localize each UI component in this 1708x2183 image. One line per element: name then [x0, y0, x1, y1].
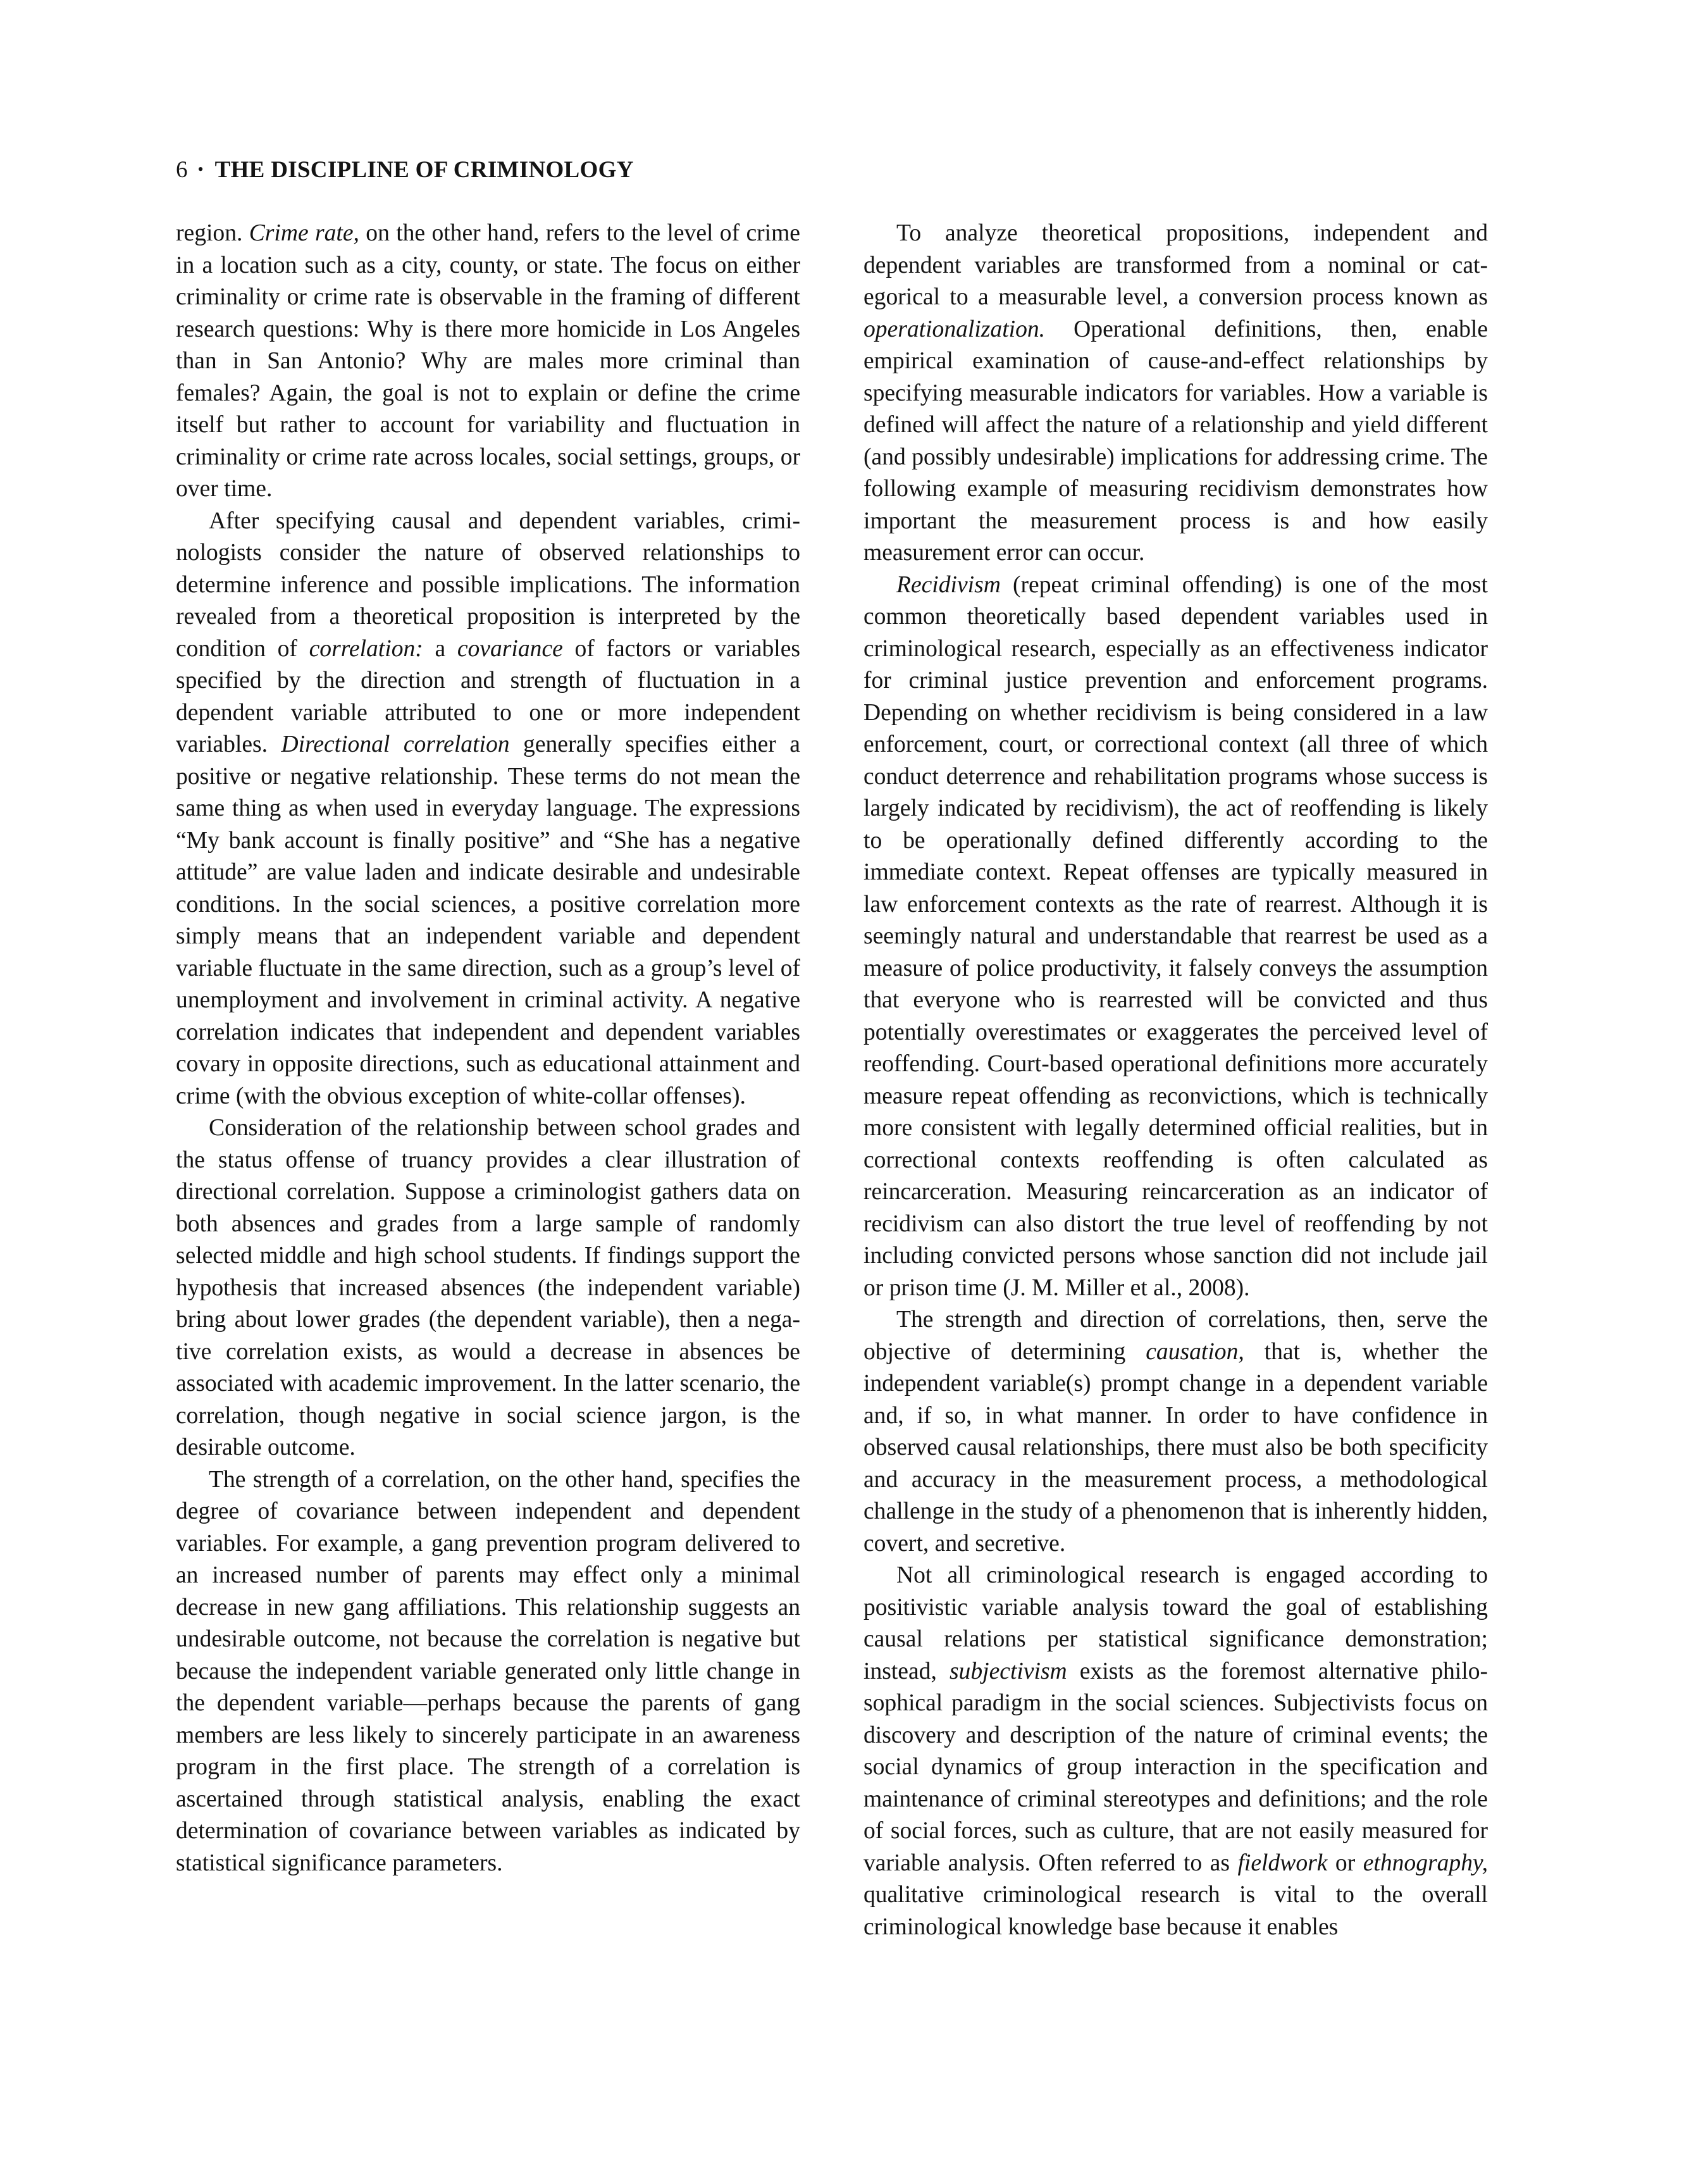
paragraph: Consideration of the relationship between school grades and the status offense of truancy provides a clear illustration of directional correlation. Suppose a criminologist gathers data on both absences and grades from a large sample of randomly selected middle and high school students. If findings support the hypothesis that increased absences (the independent variable) bring about lower grades (the dependent variable), then a negative correlation exists, as would a decrease in absences be associated with academic improvement. In the latter scenario, the correlation, though negative in social science jargon, is the desirable outcome.	[176, 1115, 800, 1460]
bullet-separator: •	[197, 160, 204, 178]
term-operationalization: operationalization.	[863, 316, 1046, 342]
running-head	[176, 154, 634, 186]
term-causation: causation,	[1146, 1338, 1244, 1365]
left-column	[176, 218, 800, 1879]
paragraph: Recidivism (repeat criminal offending) is one of the most common theoretically based dependent variables used in criminological research, especially as an effectiveness indicator for criminal justice prevention and enforcement programs. Depending on whether recidivism is being considered in a law enforcement, court, or correctional context (all three of which conduct deterrence and rehabilitation programs whose success is largely indicated by recidivism), the act of reoffending is likely to be operationally defined differently according to the immediate context. Repeat offenses are typically measured in law enforcement contexts as the rate of rearrest. Although it is seemingly natural and understandable that rearrest be used as a measure of police productivity, it falsely conveys the assumption that everyone who is rearrested will be convicted and thus potentially overestimates or exaggerates the perceived level of reoffending. Court-based operational definitions more accurately measure repeat offending as reconvictions, which is technically more consistent with legally determined official realities, but in correctional contexts reoffending is often calculated as reincarceration. Measuring reincarceration as an indicator of recidivism can also distort the true level of reoffending by not including convicted persons whose sanction did not include jail or prison time (J. M. Miller et al., 2008).	[863, 571, 1488, 1301]
term-directional-correlation: Directional correlation	[281, 731, 510, 757]
term-crime-rate: Crime rate,	[249, 220, 359, 246]
paragraph: To analyze theoretical propositions, independent and dependent variables are transformed from a nominal or categorical to a measurable level, a conversion process known as operationalization. Operational definitions, then, enable empirical examination of cause-and-effect relationships by specifying measurable indicators for variables. How a variable is defined will affect the nature of a relationship and yield different (and possibly undesirable) implications for addressing crime. The following example of measuring recidivism demonstrates how important the measurement process is and how easily measurement error can occur.	[863, 220, 1488, 566]
paragraph: After specifying causal and dependent variables, criminologists consider the nature of observed relationships to determine inference and possible implications. The information revealed from a theoretical proposition is interpreted by the condition of correlation: a covariance of factors or variables specified by the direction and strength of fluctuation in a dependent variable attributed to one or more independent variables. Directional correlation generally specifies either a positive or negative relationship. These terms do not mean the same thing as when used in everyday language. The expressions “My bank account is finally positive” and “She has a negative attitude” are value laden and indicate desirable and undesirable conditions. In the social sciences, a positive correlation more simply means that an independent variable and dependent variable fluctuate in the same direction, such as a group’s level of unemployment and involvement in criminal activity. A negative correlation indicates that independent and dependent variables covary in opposite directions, such as educational attainment and crime (with the obvious exception of white-collar offenses).	[176, 507, 800, 1109]
term-correlation: correlation:	[309, 635, 423, 662]
term-subjectivism: subjectivism	[949, 1658, 1067, 1684]
page-number: 6	[176, 157, 188, 183]
running-head-title: THE DISCIPLINE OF CRIMINOLOGY	[214, 157, 634, 183]
paragraph: region. Crime rate, on the other hand, refers to the level of crime in a location such as a city, county, or state. The focus on either criminality or crime rate is observable in the framing of different research questions: Why is there more homicide in Los Angeles than in San Antonio? Why are males more criminal than females? Again, the goal is not to explain or define the crime itself but rather to account for variability and fluctuation in criminality or crime rate across locales, social settings, groups, or over time.	[176, 220, 800, 502]
term-fieldwork: fieldwork	[1237, 1850, 1328, 1876]
term-ethnography: ethnography,	[1363, 1850, 1488, 1876]
right-column	[863, 218, 1488, 1943]
term-recidivism: Recidivism	[896, 571, 1001, 598]
term-covariance: covariance	[457, 635, 563, 662]
paragraph: The strength of a correlation, on the other hand, specifies the degree of covariance between independent and dependent variables. For example, a gang prevention program delivered to an increased number of parents may effect only a minimal decrease in new gang affiliations. This relationship suggests an undesirable outcome, not because the correlation is negative but because the independent variable generated only little change in the dependent variable—perhaps because the parents of gang members are less likely to sincerely participate in an awareness program in the first place. The strength of a correlation is ascertained through statistical analysis, enabling the exact determination of covariance between variables as indicated by statistical significance parameters.	[176, 1466, 800, 1876]
paragraph: Not all criminological research is engaged according to positivistic variable analysis toward the goal of establishing causal relations per statistical significance demonstration; instead, subjectivism exists as the foremost alternative philosophical paradigm in the social sciences. Subjectivists focus on discovery and description of the nature of criminal events; the social dynamics of group interaction in the specification and maintenance of criminal stereotypes and definitions; and the role of social forces, such as culture, that are not easily measured for variable analysis. Often referred to as fieldwork or ethnography, qualitative criminological research is vital to the overall criminological knowledge base because it enables	[863, 1562, 1488, 1940]
paragraph: The strength and direction of correlations, then, serve the objective of determining causation, that is, whether the independent variable(s) prompt change in a dependent variable and, if so, in what manner. In order to have confidence in observed causal relationships, there must also be both specificity and accuracy in the measurement process, a methodological challenge in the study of a phenomenon that is inherently hidden, covert, and secretive.	[863, 1307, 1488, 1557]
